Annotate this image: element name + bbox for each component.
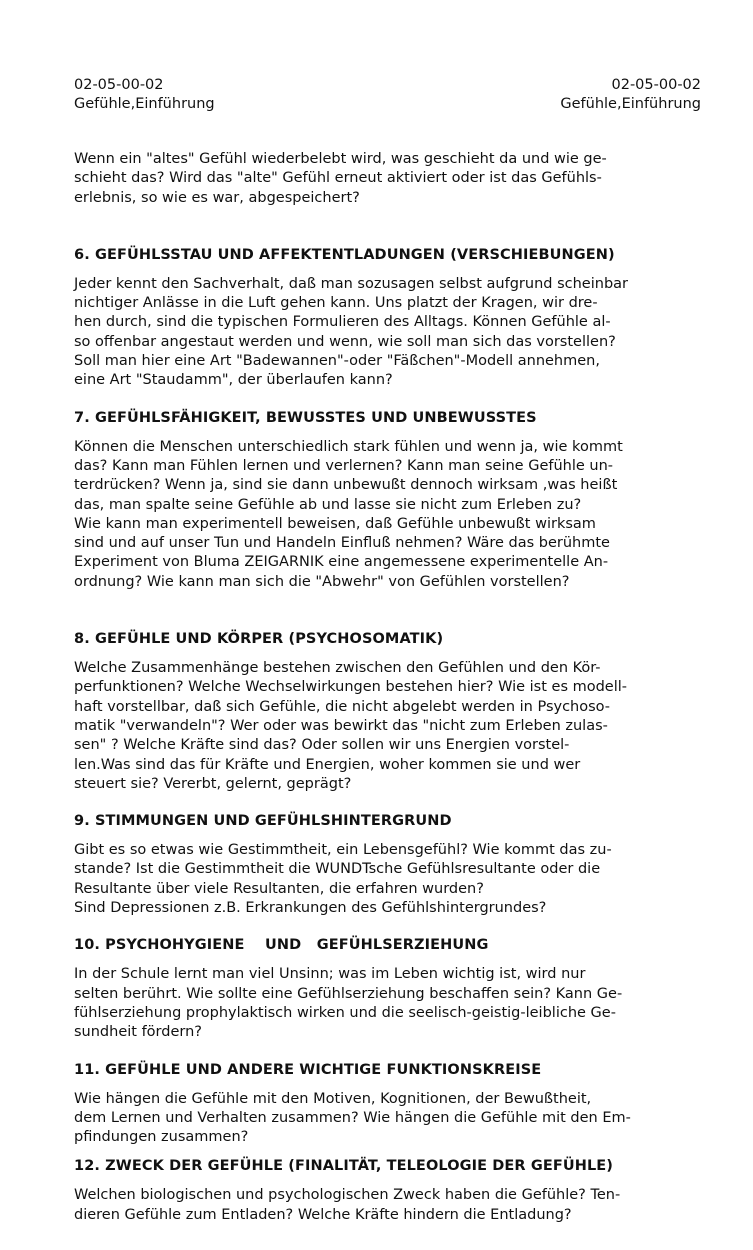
- section-paragraph: [74, 965, 714, 1042]
- paragraph-line: Resultante über viele Resultanten, die erfahren wurden?: [74, 880, 484, 897]
- section-heading: 9. STIMMUNGEN UND GEFÜHLSHINTERGRUND: [74, 813, 452, 830]
- section-paragraph: [74, 659, 714, 794]
- paragraph-line: steuert sie? Vererbt, gelernt, geprägt?: [74, 775, 352, 792]
- paragraph-line: erlebnis, so wie es war, abgespeichert?: [74, 189, 360, 206]
- section-heading: 6. GEFÜHLSSTAU UND AFFEKTENTLADUNGEN (VERSCHIEBUNGEN): [74, 246, 615, 263]
- section-11: [74, 1061, 714, 1148]
- paragraph-line: stande? Ist die Gestimmtheit die WUNDTsche Gefühlsresultante oder die: [74, 861, 601, 878]
- paragraph-line: dem Lernen und Verhalten zusammen? Wie hängen die Gefühle mit den Em-: [74, 1109, 631, 1126]
- paragraph-line: pfindungen zusammen?: [74, 1129, 249, 1146]
- paragraph-line: Soll man hier eine Art "Badewannen"-oder "Fäßchen"-Modell annehmen,: [74, 353, 600, 370]
- paragraph-line: selten berührt. Wie sollte eine Gefühlserziehung beschaffen sein? Kann Ge-: [74, 985, 623, 1002]
- page-header-left: [74, 76, 215, 114]
- paragraph-line: Experiment von Bluma ZEIGARNIK eine angemessene experimentelle An-: [74, 554, 609, 571]
- paragraph-line: haft vorstellbar, daß sich Gefühle, die nicht abgelebt werden in Psychoso-: [74, 698, 611, 715]
- paragraph-line: perfunktionen? Welche Wechselwirkungen bestehen hier? Wie ist es modell-: [74, 679, 628, 696]
- paragraph-line: das? Kann man Fühlen lernen und verlernen? Kann man seine Gefühle un-: [74, 457, 614, 474]
- paragraph-line: sundheit fördern?: [74, 1024, 202, 1041]
- section-paragraph: [74, 1186, 714, 1225]
- page-header-right: [560, 76, 701, 114]
- paragraph-line: dieren Gefühle zum Entladen? Welche Kräfte hindern die Entladung?: [74, 1206, 572, 1223]
- document-code-right: 02-05-00-02: [611, 77, 701, 93]
- document-title-right: Gefühle,Einführung: [560, 96, 701, 112]
- paragraph-line: ordnung? Wie kann man sich die "Abwehr" von Gefühlen vorstellen?: [74, 573, 570, 590]
- paragraph-line: Wie hängen die Gefühle mit den Motiven, Kognitionen, der Bewußtheit,: [74, 1090, 592, 1107]
- section-heading: 8. GEFÜHLE UND KÖRPER (PSYCHOSOMATIK): [74, 631, 444, 648]
- paragraph-line: so offenbar angestaut werden und wenn, wie soll man sich das vorstellen?: [74, 333, 616, 350]
- section-heading: 11. GEFÜHLE UND ANDERE WICHTIGE FUNKTIONSKREISE: [74, 1061, 542, 1078]
- section-7: [74, 409, 714, 592]
- paragraph-line: terdrücken? Wenn ja, sind sie dann unbewußt dennoch wirksam ,was heißt: [74, 477, 618, 494]
- paragraph-line: Gibt es so etwas wie Gestimmtheit, ein Lebensgefühl? Wie kommt das zu-: [74, 842, 612, 859]
- paragraph-line: sind und auf unser Tun und Handeln Einfluß nehmen? Wäre das berühmte: [74, 535, 610, 552]
- section-6: [74, 246, 714, 391]
- paragraph-line: sen" ? Welche Kräfte sind das? Oder sollen wir uns Energien vorstel-: [74, 737, 570, 754]
- section-heading: 10. PSYCHOHYGIENE UND GEFÜHLSERZIEHUNG: [74, 937, 489, 954]
- section-10: [74, 936, 714, 1042]
- paragraph-line: Können die Menschen unterschiedlich stark fühlen und wenn ja, wie kommt: [74, 438, 623, 455]
- section-heading: 7. GEFÜHLSFÄHIGKEIT, BEWUSSTES UND UNBEWUSSTES: [74, 409, 537, 426]
- paragraph-line: Welche Zusammenhänge bestehen zwischen den Gefühlen und den Kör-: [74, 660, 601, 677]
- intro-paragraph: [74, 150, 714, 208]
- paragraph-line: fühlserziehung prophylaktisch wirken und die seelisch-geistig-leibliche Ge-: [74, 1004, 616, 1021]
- document-body: [74, 150, 714, 1225]
- section-paragraph: [74, 275, 714, 391]
- paragraph-line: Sind Depressionen z.B. Erkrankungen des Gefühlshintergrundes?: [74, 900, 547, 917]
- paragraph-line: len.Was sind das für Kräfte und Energien, woher kommen sie und wer: [74, 756, 581, 773]
- paragraph-line: nichtiger Anlässe in die Luft gehen kann. Uns platzt der Kragen, wir dre-: [74, 295, 598, 312]
- paragraph-line: Jeder kennt den Sachverhalt, daß man sozusagen selbst aufgrund scheinbar: [74, 275, 628, 292]
- paragraph-line: Wie kann man experimentell beweisen, daß Gefühle unbewußt wirksam: [74, 515, 596, 532]
- paragraph-line: das, man spalte seine Gefühle ab und lasse sie nicht zum Erleben zu?: [74, 496, 582, 513]
- section-12: [74, 1157, 714, 1225]
- paragraph-line: Wenn ein "altes" Gefühl wiederbelebt wird, was geschieht da und wie ge-: [74, 151, 607, 167]
- section-paragraph: [74, 438, 714, 592]
- paragraph-line: Welchen biologischen und psychologischen Zweck haben die Gefühle? Ten-: [74, 1187, 621, 1204]
- paragraph-line: matik "verwandeln"? Wer oder was bewirkt das "nicht zum Erleben zulas-: [74, 717, 608, 734]
- paragraph-line: schieht das? Wird das "alte" Gefühl erneut aktiviert oder ist das Gefühls-: [74, 170, 602, 187]
- section-paragraph: [74, 841, 714, 918]
- section-8: [74, 630, 714, 794]
- section-9: [74, 812, 714, 918]
- paragraph-line: hen durch, sind die typischen Formulieren des Alltags. Können Gefühle al-: [74, 314, 611, 331]
- document-title-left: Gefühle,Einführung: [74, 96, 215, 112]
- paragraph-line: eine Art "Staudamm", der überlaufen kann?: [74, 372, 393, 389]
- document-code-left: 02-05-00-02: [74, 77, 164, 93]
- section-paragraph: [74, 1090, 714, 1148]
- section-heading: 12. ZWECK DER GEFÜHLE (FINALITÄT, TELEOLOGIE DER GEFÜHLE): [74, 1158, 614, 1175]
- paragraph-line: In der Schule lernt man viel Unsinn; was im Leben wichtig ist, wird nur: [74, 966, 586, 983]
